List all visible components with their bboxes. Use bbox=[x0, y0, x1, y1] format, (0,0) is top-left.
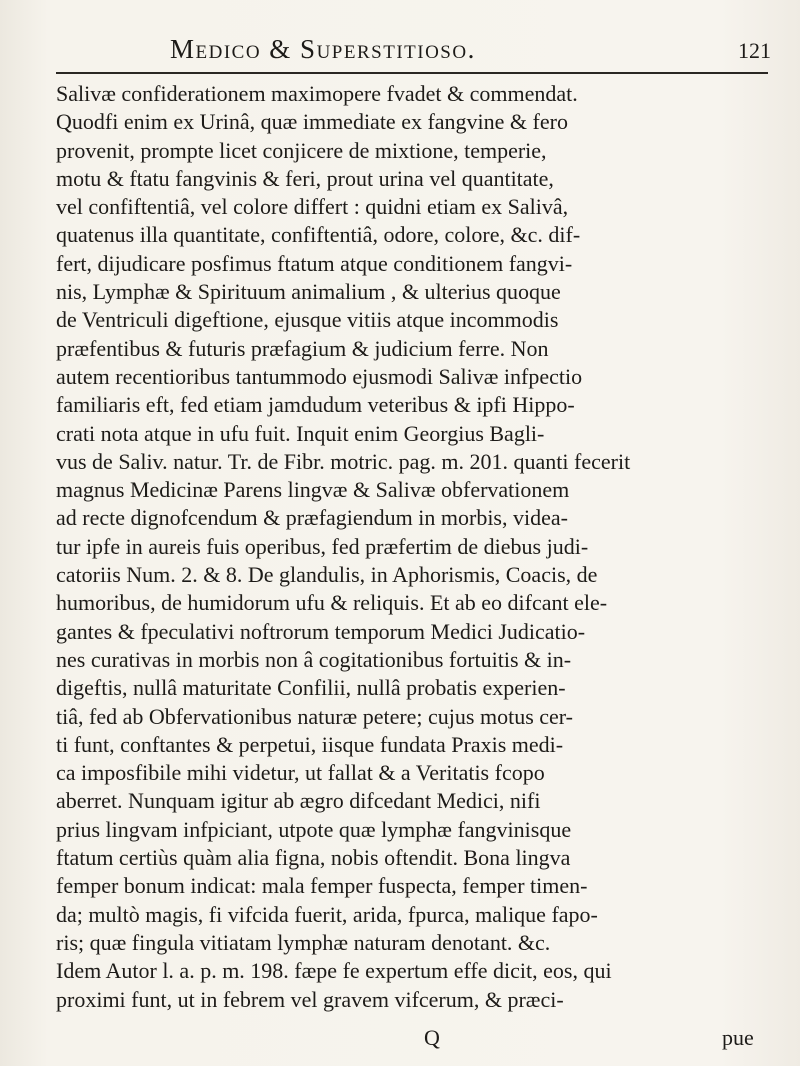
text-line: Idem Autor l. a. p. m. 198. fæpe fe expertum effe dicit, eos, qui bbox=[56, 958, 612, 984]
text-line: ad recte dignofcendum & præfagiendum in morbis, videa- bbox=[56, 505, 568, 531]
header-rule bbox=[56, 72, 768, 74]
text-line: proximi funt, ut in febrem vel gravem vifcerum, & præci- bbox=[56, 986, 564, 1012]
text-line: tiâ, fed ab Obfervationibus naturæ petere; cujus motus cer- bbox=[56, 703, 573, 729]
text-line: ris; quæ fingula vitiatam lymphæ naturam denotant. &c. bbox=[56, 929, 551, 955]
text-line: magnus Medicinæ Parens lingvæ & Salivæ obfervationem bbox=[56, 477, 570, 503]
text-line: da; multò magis, fi vifcida fuerit, arida, fpurca, malique fapo- bbox=[56, 901, 598, 927]
text-line: vel confiftentiâ, vel colore differt : quidni etiam ex Salivâ, bbox=[56, 194, 569, 220]
page-number: 121 bbox=[738, 38, 771, 63]
page-footer bbox=[0, 1025, 800, 1055]
signature-mark: Q bbox=[424, 1025, 440, 1050]
running-head bbox=[0, 34, 800, 74]
text-line: familiaris eft, fed etiam jamdudum veteribus & ipfi Hippo- bbox=[56, 392, 575, 418]
text-line: Quodfi enim ex Urinâ, quæ immediate ex fangvine & fero bbox=[56, 109, 568, 135]
text-line: ca imposfibile mihi videtur, ut fallat & a Veritatis fcopo bbox=[56, 760, 545, 786]
text-line: vus de Saliv. natur. Tr. de Fibr. motric. pag. m. 201. quanti fecerit bbox=[56, 448, 631, 474]
text-line: provenit, prompte licet conjicere de mixtione, temperie, bbox=[56, 137, 547, 163]
text-line: præfentibus & futuris præfagium & judicium ferre. Non bbox=[56, 335, 549, 361]
text-line: de Ventriculi digeftione, ejusque vitiis atque incommodis bbox=[56, 307, 559, 333]
text-line: catoriis Num. 2. & 8. De glandulis, in Aphorismis, Coacis, de bbox=[56, 562, 598, 588]
text-line: aberret. Nunquam igitur ab ægro difcedant Medici, nifi bbox=[56, 788, 541, 814]
text-line: humoribus, de humidorum ufu & reliquis. Et ab eo difcant ele- bbox=[56, 590, 608, 616]
catchword: pue bbox=[722, 1025, 754, 1050]
running-title: Medico & Superstitioso. bbox=[170, 34, 476, 64]
text-line: motu & ftatu fangvinis & feri, prout urina vel quantitate, bbox=[56, 165, 554, 191]
text-line: ftatum certiùs quàm alia figna, nobis oftendit. Bona lingva bbox=[56, 845, 571, 871]
body-text bbox=[56, 80, 776, 1014]
text-line: quatenus illa quantitate, confiftentiâ, odore, colore, &c. dif- bbox=[56, 222, 581, 248]
text-line: digeftis, nullâ maturitate Confilii, nullâ probatis experien- bbox=[56, 675, 566, 701]
text-line: crati nota atque in ufu fuit. Inquit enim Georgius Bagli- bbox=[56, 420, 545, 446]
text-line: nis, Lymphæ & Spirituum animalium , & ulterius quoque bbox=[56, 279, 561, 305]
text-line: nes curativas in morbis non â cogitationibus fortuitis & in- bbox=[56, 646, 572, 672]
text-line: Salivæ confiderationem maximopere fvadet & commendat. bbox=[56, 81, 578, 106]
text-line: femper bonum indicat: mala femper fuspecta, femper timen- bbox=[56, 873, 588, 899]
text-line: gantes & fpeculativi noftrorum temporum Medici Judicatio- bbox=[56, 618, 586, 644]
text-line: tur ipfe in aureis fuis operibus, fed præfertim de diebus judi- bbox=[56, 533, 589, 559]
text-line: autem recentioribus tantummodo ejusmodi Salivæ infpectio bbox=[56, 363, 583, 389]
text-line: ti funt, conftantes & perpetui, iisque fundata Praxis medi- bbox=[56, 731, 564, 757]
text-line: fert, dijudicare posfimus ftatum atque conditionem fangvi- bbox=[56, 250, 573, 276]
text-line: prius lingvam infpiciant, utpote quæ lymphæ fangvinisque bbox=[56, 816, 572, 842]
